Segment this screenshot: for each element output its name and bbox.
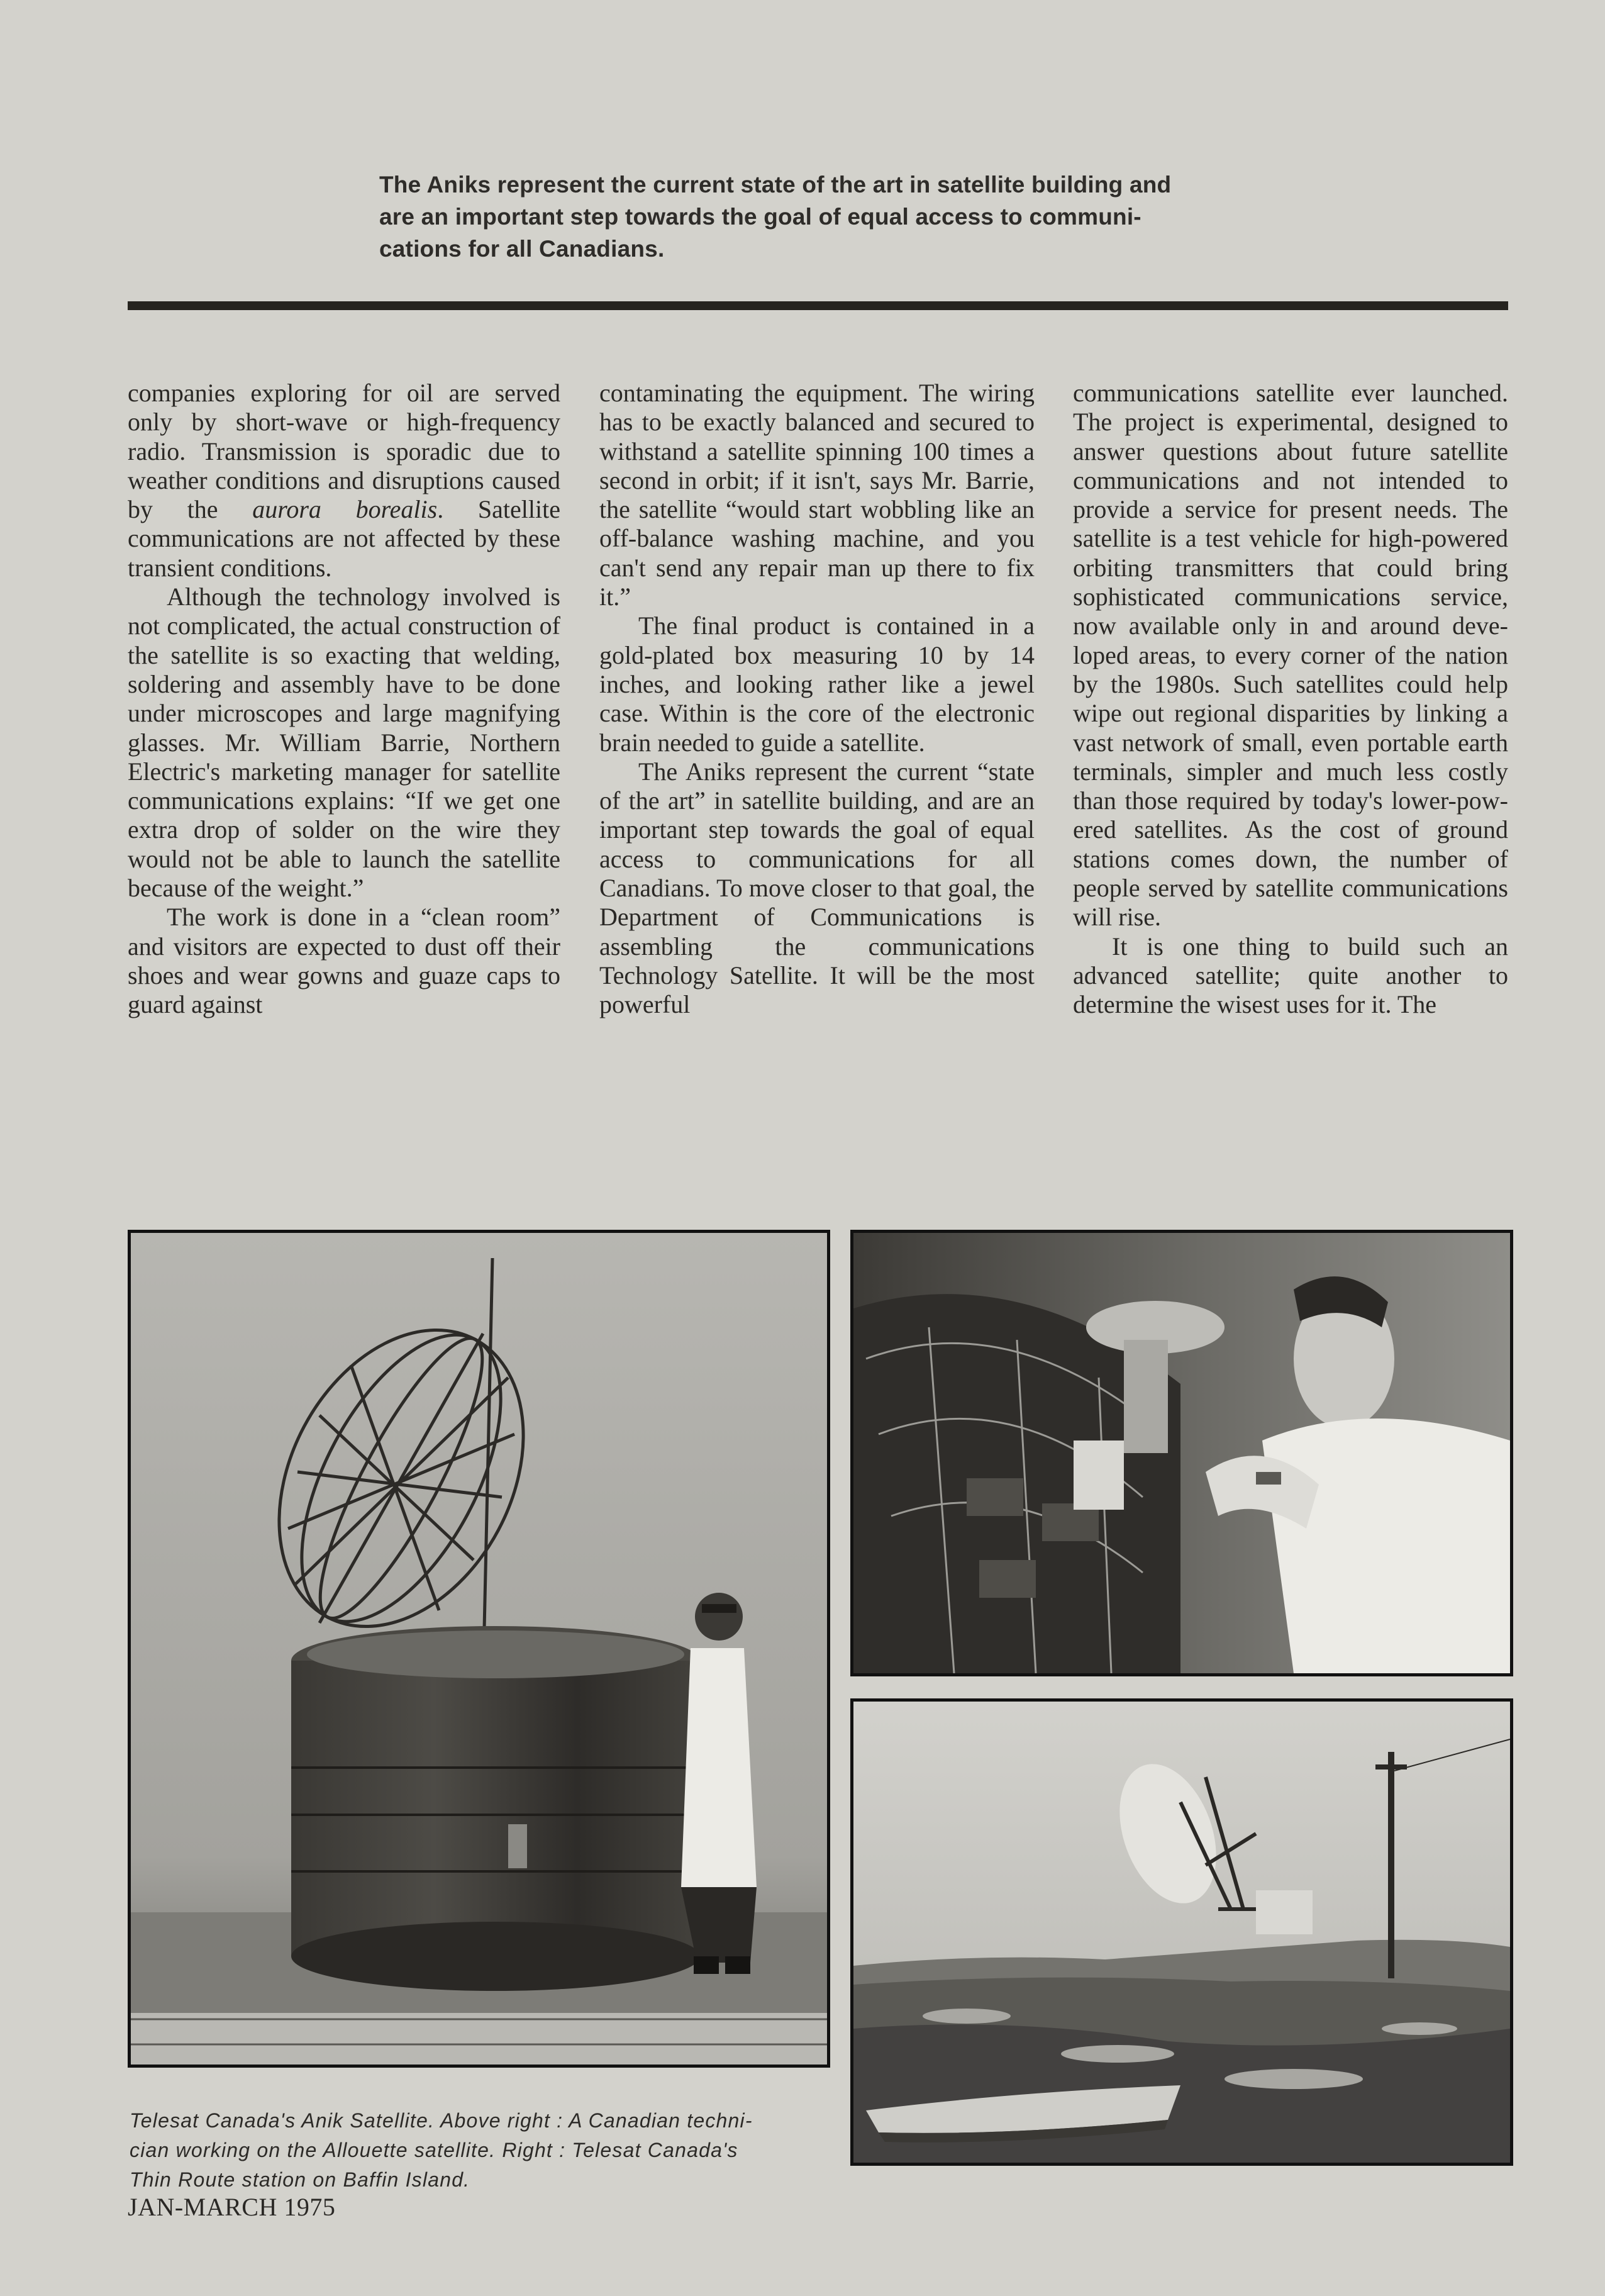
station-illustration (853, 1702, 1510, 2163)
caption-line-3: Thin Route station on Baffin Island. (130, 2168, 470, 2191)
technician-illustration (853, 1233, 1510, 1673)
article-column-3 (1073, 379, 1508, 1020)
pull-quote-line-1: The Aniks represent the current state of the art in satellite building and (379, 172, 1172, 198)
pull-quote-line-3: cations for all Canadians. (379, 236, 665, 262)
photo-caption (130, 2106, 828, 2195)
paragraph: Although the technology involved is not complicated, the actual construction of the satellite is so exacting that welding, soldering and assembly have to be done under microscopes and large magnifying glasses. Mr. William Barrie, Northern Electric's marketing manager for satellite communications explains: “If we get one extra drop of solder on the wire they would not be able to launch the satellite because of the weight.” (128, 582, 560, 903)
pull-quote-line-2: are an important step towards the goal of equal access to communi- (379, 204, 1141, 230)
paragraph: It is one thing to build such an advanced satellite; quite another to determine the wisest uses for it. The (1073, 932, 1508, 1019)
anik-satellite-photo (128, 1230, 830, 2068)
paragraph: communications satellite ever launched. The project is experimental, designed to answer questions about future satellite communications and not intended to provide a service for present needs. The satellite is a test vehicle for high-powered orbiting transmitters that could bring sophisticated communications service, now available only in and around developed areas, to every corner of the nation by the 1980s. Such satellites could help wipe out regional disparities by linking a vast network of small, even portable earth terminals, simpler and much less costly than those required by today's lower-powered satellites. As the cost of ground stations comes down, the number of people served by satellite communications will rise. (1073, 379, 1508, 932)
article-column-2 (599, 379, 1035, 1020)
anik-satellite-illustration (131, 1233, 827, 2065)
paragraph-text: . Satellite communications are not affected by these transient conditions. (128, 495, 560, 582)
thin-route-station-photo (850, 1698, 1513, 2166)
technician-photo (850, 1230, 1513, 1676)
italic-term: aurora borealis (252, 495, 438, 524)
section-divider (128, 301, 1508, 310)
paragraph: contaminating the equipment. The wiring has to be exactly balanced and secured to withstand a satellite spinning 100 times a second in orbit; if it isn't, says Mr. Barrie, the satellite “would start wobbling like an off-balance washing machine, and you can't send any repair man up there to fix it.” (599, 379, 1035, 611)
pull-quote (379, 169, 1285, 265)
caption-line-1: Telesat Canada's Anik Satellite. Above right : A Canadian techni- (130, 2109, 753, 2132)
paragraph (128, 379, 560, 582)
paragraph-text: companies exploring for oil are served only by short-wave or high-frequency radio. Transmission is sporadic due to weather conditions and disruptions caused by the (128, 379, 560, 524)
issue-date-footer: JAN-MARCH 1975 (128, 2193, 336, 2221)
paragraph: The work is done in a “clean room” and visitors are expected to dust off their shoes and wear gowns and guaze caps to guard against (128, 903, 560, 1019)
paragraph: The final product is contained in a gold-plated box measuring 10 by 14 inches, and looking rather like a jewel case. Within is the core of the electronic brain needed to guide a satellite. (599, 611, 1035, 757)
article-column-1 (128, 379, 560, 1020)
caption-line-2: cian working on the Allouette satellite. Right : Telesat Canada's (130, 2139, 738, 2161)
paragraph: The Aniks represent the current “state of the art” in satellite building, and are an important step towards the goal of equal access to communications for all Canadians. To move closer to that goal, the Department of Communications is assembling the communications Technology Satellite. It will be the most powerful (599, 757, 1035, 1019)
